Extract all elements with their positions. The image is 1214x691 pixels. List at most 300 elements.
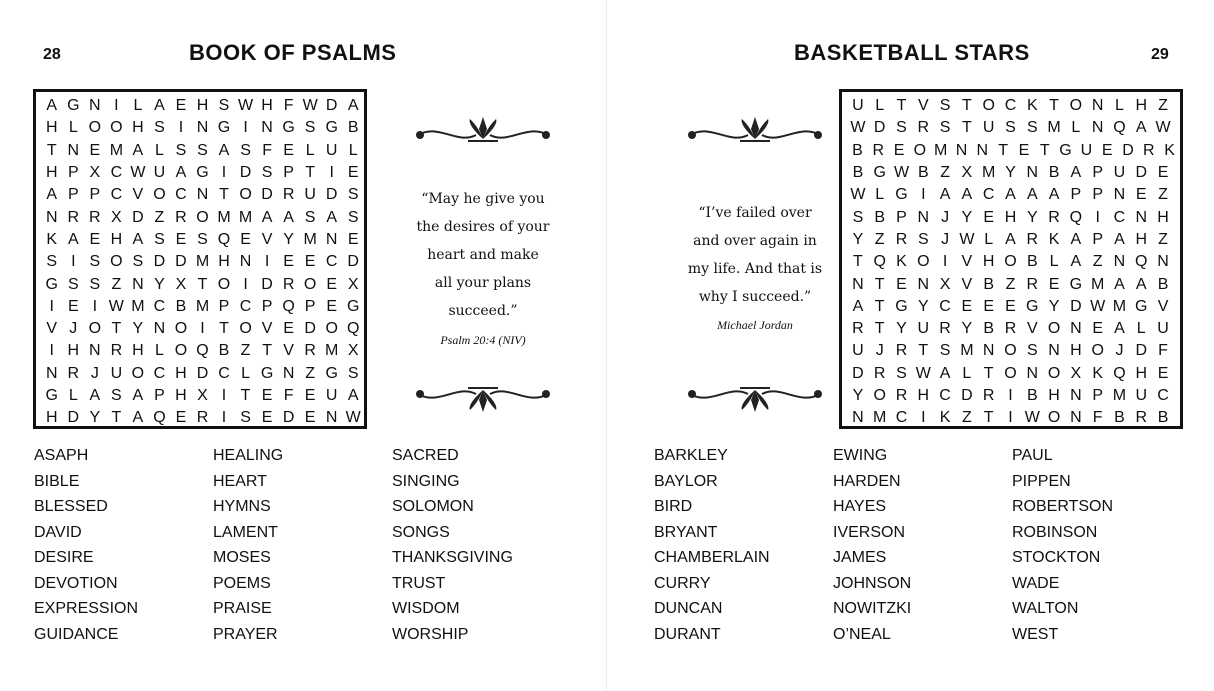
grid-letter: O (174, 320, 188, 338)
grid-letter: N (325, 230, 338, 248)
grid-letter: S (852, 208, 864, 226)
grid-letter: A (261, 208, 273, 226)
word-list-item: HARDEN (833, 472, 901, 490)
grid-letter: E (283, 253, 294, 271)
puzzle-title: BOOK OF PSALMS (189, 40, 397, 65)
grid-letter: E (261, 387, 273, 404)
grid-letter: A (67, 230, 79, 248)
grid-letter: S (89, 253, 101, 271)
word-list-item: ROBINSON (1012, 523, 1098, 541)
grid-letter: H (196, 97, 209, 115)
grid-letter: N (1157, 253, 1169, 271)
grid-letter: K (939, 409, 951, 427)
grid-letter: G (282, 119, 295, 137)
grid-letter: C (1113, 208, 1126, 226)
grid-letter: J (90, 364, 99, 382)
grid-letter: D (873, 119, 886, 137)
grid-letter: C (895, 409, 908, 427)
grid-letter: E (283, 320, 294, 338)
grid-letter: B (852, 141, 863, 159)
quote-line: heart and make (427, 247, 539, 263)
grid-letter: D (67, 409, 80, 427)
grid-letter: B (983, 275, 995, 293)
grid-letter: L (1071, 119, 1081, 137)
grid-letter: O (913, 141, 927, 159)
grid-letter: M (195, 253, 210, 271)
grid-letter: X (89, 164, 101, 182)
grid-letter: G (346, 297, 360, 315)
word-list-item: ROBERTSON (1012, 498, 1114, 515)
grid-letter: G (325, 364, 338, 382)
word-list-item: O’NEAL (833, 625, 891, 643)
grid-letter: A (852, 297, 864, 315)
word-list-item: JOHNSON (833, 574, 912, 592)
grid-letter: C (1004, 97, 1017, 115)
grid-letter: W (302, 97, 318, 115)
word-list-column (34, 443, 138, 647)
quote-line: all your plans (434, 275, 532, 291)
word-list-item: SOLOMON (392, 498, 474, 515)
word-list-item: WEST (1012, 625, 1059, 643)
grid-letter: O (982, 97, 995, 115)
grid-letter: S (67, 275, 79, 293)
grid-letter: B (1026, 387, 1038, 404)
grid-letter: R (895, 387, 908, 404)
word-search-grid (839, 89, 1183, 429)
grid-letter: A (1026, 186, 1038, 204)
grid-letter: N (196, 186, 209, 204)
grid-letter: G (196, 164, 209, 182)
page-number: 28 (43, 46, 61, 63)
grid-letter: G (325, 119, 338, 137)
grid-row (847, 117, 1180, 139)
grid-letter: P (261, 297, 273, 315)
grid-row (41, 117, 364, 139)
grid-letter: R (1026, 275, 1039, 293)
flourish-ornament-top (670, 113, 840, 153)
grid-letter: R (196, 409, 209, 427)
grid-letter: S (240, 141, 251, 159)
word-list-item: BRYANT (654, 523, 718, 541)
grid-letter: T (874, 297, 885, 315)
grid-letter: E (347, 230, 359, 248)
grid-letter: V (1157, 297, 1169, 315)
grid-letter: O (88, 320, 102, 338)
word-list-item: BIBLE (34, 472, 80, 490)
grid-letter: U (852, 97, 864, 115)
grid-letter: W (850, 119, 866, 137)
grid-letter: P (154, 387, 165, 404)
grid-letter: O (1047, 320, 1061, 338)
grid-letter: D (304, 320, 316, 338)
grid-letter: T (305, 164, 316, 182)
grid-row (41, 273, 364, 295)
grid-row (41, 296, 364, 318)
grid-letter: S (896, 119, 907, 137)
word-list-item: HEART (213, 472, 267, 490)
grid-letter: U (153, 164, 166, 182)
grid-letter: Y (961, 320, 973, 338)
grid-letter: S (218, 97, 230, 115)
flourish-ornament-top (398, 113, 568, 153)
grid-letter: S (347, 208, 359, 226)
grid-letter: B (347, 119, 359, 137)
grid-letter: N (239, 253, 252, 271)
grid-letter: I (49, 342, 54, 360)
grid-letter: E (304, 409, 316, 427)
grid-letter: H (1135, 230, 1148, 248)
grid-letter: N (1113, 253, 1126, 271)
grid-letter: B (874, 208, 886, 226)
grid-letter: K (896, 253, 907, 271)
grid-letter: H (982, 253, 995, 271)
grid-letter: V (261, 230, 273, 248)
grid-letter: U (1080, 141, 1093, 159)
grid-letter: A (1070, 164, 1082, 182)
grid-letter: E (89, 141, 101, 159)
grid-letter: C (110, 164, 123, 182)
grid-letter: O (153, 186, 166, 204)
grid-letter: A (218, 141, 230, 159)
grid-row (41, 184, 364, 206)
grid-letter: H (110, 230, 123, 248)
grid-letter: W (850, 186, 866, 204)
word-list-column (213, 443, 283, 647)
grid-letter: S (939, 97, 951, 115)
grid-letter: Y (89, 409, 101, 427)
word-list-column (654, 443, 770, 647)
grid-letter: E (304, 253, 316, 271)
grid-letter: Z (305, 364, 316, 382)
grid-letter: Y (961, 208, 973, 226)
grid-letter: S (1026, 342, 1038, 360)
grid-letter: W (1090, 297, 1106, 315)
grid-letter: X (111, 208, 122, 226)
grid-letter: X (347, 342, 359, 360)
grid-letter: Y (917, 297, 929, 315)
grid-row (847, 251, 1180, 273)
grid-letter: W (130, 164, 146, 182)
grid-letter: D (261, 186, 273, 204)
grid-letter: D (175, 253, 187, 271)
grid-letter: P (283, 164, 294, 182)
grid-letter: W (237, 97, 254, 115)
grid-letter: P (67, 186, 79, 204)
grid-letter: L (1115, 97, 1124, 115)
grid-letter: H (1004, 208, 1017, 226)
grid-letter: E (1101, 141, 1113, 159)
grid-letter: S (1026, 119, 1038, 137)
grid-letter: H (45, 164, 58, 182)
grid-letter: N (1113, 186, 1126, 204)
grid-letter: N (45, 208, 58, 226)
grid-letter: V (132, 186, 144, 204)
word-list-item: PRAISE (213, 600, 272, 617)
grid-row (41, 385, 364, 407)
word-list-item: CURRY (654, 574, 711, 592)
grid-letter: J (875, 342, 884, 360)
grid-letter: I (200, 320, 205, 338)
grid-letter: H (1135, 97, 1148, 115)
word-list-item: TRUST (392, 574, 446, 592)
word-search-grid (33, 89, 367, 429)
grid-row (41, 407, 364, 429)
grid-letter: A (1114, 275, 1125, 293)
grid-row (847, 340, 1180, 362)
grid-letter: A (154, 97, 165, 115)
grid-letter: D (196, 364, 209, 382)
grid-letter: Q (1113, 364, 1126, 382)
grid-letter: A (1005, 186, 1016, 204)
grid-letter: U (1157, 320, 1169, 338)
grid-row (41, 229, 364, 251)
grid-letter: I (92, 297, 98, 315)
grid-letter: O (131, 364, 145, 382)
grid-letter: M (982, 164, 996, 182)
grid-letter: J (69, 320, 78, 338)
grid-letter: Y (154, 275, 165, 293)
grid-row (41, 140, 364, 162)
grid-row (847, 385, 1180, 407)
grid-letter: T (983, 364, 994, 382)
word-list-item: WISDOM (392, 600, 460, 617)
word-list-item: HEALING (213, 447, 284, 464)
grid-letter: A (132, 387, 144, 404)
grid-row (41, 340, 364, 362)
grid-letter: V (961, 253, 973, 271)
grid-letter: H (132, 119, 144, 137)
grid-letter: M (933, 141, 948, 159)
page-number: 29 (1151, 46, 1169, 63)
grid-letter: Y (1048, 297, 1060, 315)
grid-letter: A (1048, 186, 1060, 204)
word-list-item: HAYES (833, 498, 887, 515)
grid-letter: E (1157, 364, 1169, 382)
grid-letter: X (939, 275, 951, 293)
grid-letter: R (982, 387, 995, 404)
grid-letter: O (303, 275, 317, 293)
grid-letter: E (261, 409, 273, 427)
grid-letter: C (325, 253, 338, 271)
grid-letter: A (939, 364, 951, 382)
grid-letter: Q (873, 253, 886, 271)
grid-letter: T (111, 320, 122, 338)
grid-letter: U (325, 141, 338, 159)
grid-letter: E (240, 230, 251, 248)
grid-letter: I (942, 253, 948, 271)
grid-letter: S (304, 119, 316, 137)
grid-letter: D (325, 186, 338, 204)
grid-letter: L (68, 387, 78, 404)
grid-letter: R (282, 275, 295, 293)
grid-letter: H (1157, 208, 1169, 226)
grid-letter: W (108, 297, 124, 315)
grid-letter: I (921, 409, 926, 427)
grid-letter: O (1069, 97, 1083, 115)
grid-letter: S (175, 141, 187, 159)
grid-letter: G (217, 119, 231, 137)
grid-letter: G (260, 364, 274, 382)
flourish-ornament-bottom (670, 376, 840, 416)
grid-letter: L (875, 186, 885, 204)
grid-letter: X (197, 387, 208, 404)
grid-letter: F (283, 387, 294, 404)
quote-panel (670, 113, 840, 423)
grid-letter: O (196, 208, 209, 226)
grid-letter: H (175, 387, 187, 404)
grid-row (847, 407, 1180, 429)
grid-letter: T (896, 97, 907, 115)
grid-letter: L (1049, 253, 1059, 271)
grid-letter: A (132, 230, 144, 248)
grid-letter: H (1070, 342, 1082, 360)
grid-letter: K (1092, 364, 1103, 382)
grid-letter: D (1135, 342, 1148, 360)
grid-letter: B (917, 164, 929, 182)
grid-letter: W (893, 164, 910, 182)
grid-letter: R (67, 364, 80, 382)
word-list-item: PAUL (1012, 447, 1053, 464)
grid-letter: D (239, 164, 252, 182)
grid-letter: O (1047, 364, 1061, 382)
grid-letter: P (304, 297, 316, 315)
grid-letter: S (347, 364, 359, 382)
grid-letter: B (1026, 253, 1038, 271)
grid-letter: L (68, 119, 78, 137)
grid-letter: S (939, 119, 951, 137)
grid-letter: N (89, 342, 101, 360)
grid-letter: V (961, 275, 973, 293)
grid-letter: Q (1135, 253, 1148, 271)
grid-letter: B (852, 164, 864, 182)
grid-letter: N (1135, 208, 1148, 226)
grid-letter: T (918, 342, 929, 360)
word-list-item: THANKSGIVING (392, 549, 513, 566)
word-list-item: WORSHIP (392, 625, 469, 643)
word-list-item: SINGING (392, 472, 460, 490)
word-list-item: SACRED (392, 447, 459, 464)
grid-letter: C (175, 186, 187, 204)
quote-source: Psalm 20:4 (NIV) (440, 333, 526, 347)
grid-letter: T (240, 387, 251, 404)
grid-letter: B (175, 297, 187, 315)
quote-line: my life. And that is (687, 261, 823, 277)
word-list-column (833, 443, 911, 647)
grid-letter: I (921, 186, 926, 204)
grid-letter: R (282, 186, 295, 204)
grid-letter: E (1048, 275, 1060, 293)
grid-letter: A (1070, 253, 1082, 271)
grid-letter: T (111, 409, 122, 427)
grid-letter: M (195, 297, 210, 315)
grid-letter: S (939, 342, 951, 360)
grid-row (41, 162, 364, 184)
grid-letter: S (197, 230, 208, 248)
grid-letter: N (325, 409, 338, 427)
grid-letter: V (1026, 320, 1038, 338)
flourish-ornament-bottom (398, 376, 568, 416)
grid-letter: U (325, 387, 338, 404)
grid-letter: W (1155, 119, 1171, 137)
grid-letter: H (1135, 364, 1148, 382)
grid-letter: T (219, 320, 229, 338)
grid-letter: I (221, 387, 227, 404)
grid-letter: H (261, 97, 273, 115)
grid-letter: T (853, 253, 863, 271)
grid-row (41, 251, 364, 273)
grid-letter: G (1069, 275, 1083, 293)
grid-letter: D (961, 387, 973, 404)
grid-letter: Q (196, 342, 209, 360)
grid-letter: S (261, 164, 273, 182)
grid-letter: R (872, 141, 884, 159)
grid-letter: D (325, 97, 338, 115)
grid-letter: P (1070, 186, 1082, 204)
grid-letter: S (917, 230, 929, 248)
grid-letter: L (154, 342, 164, 360)
grid-letter: H (917, 387, 930, 404)
grid-letter: E (896, 275, 907, 293)
grid-letter: N (852, 409, 864, 427)
grid-letter: L (962, 364, 972, 382)
grid-row (41, 363, 364, 385)
grid-letter: E (304, 387, 316, 404)
grid-letter: H (218, 253, 230, 271)
grid-row (41, 318, 364, 340)
grid-letter: Y (1005, 164, 1016, 182)
grid-row (847, 184, 1180, 206)
grid-letter: U (917, 320, 930, 338)
grid-letter: Y (283, 230, 294, 248)
grid-letter: M (217, 208, 231, 226)
word-list-item: BAYLOR (654, 472, 718, 490)
grid-letter: O (1047, 409, 1061, 427)
grid-letter: Z (1158, 230, 1168, 248)
grid-letter: Z (1005, 275, 1016, 293)
grid-letter: C (939, 297, 951, 315)
grid-letter: E (1018, 141, 1030, 159)
grid-letter: O (239, 320, 252, 338)
grid-letter: T (874, 320, 885, 338)
grid-letter: L (984, 230, 994, 248)
grid-letter: X (1070, 364, 1082, 382)
grid-letter: T (874, 275, 885, 293)
grid-letter: Y (852, 230, 864, 248)
grid-letter: S (1005, 119, 1016, 137)
grid-letter: B (1048, 164, 1060, 182)
grid-letter: T (219, 186, 229, 204)
grid-letter: C (982, 186, 995, 204)
grid-letter: L (133, 97, 143, 115)
grid-letter: E (893, 141, 905, 159)
grid-letter: O (325, 320, 338, 338)
word-list-item: CHAMBERLAIN (654, 549, 770, 566)
puzzle-title: BASKETBALL STARS (794, 40, 1030, 65)
quote-line: “May he give you (421, 191, 545, 207)
grid-letter: T (961, 119, 972, 137)
word-list-item: LAMENT (213, 523, 278, 541)
grid-letter: B (983, 320, 995, 338)
grid-letter: S (347, 186, 359, 204)
grid-letter: K (1048, 230, 1060, 248)
grid-letter: N (1070, 320, 1082, 338)
grid-letter: N (917, 275, 930, 293)
grid-letter: X (347, 275, 359, 293)
grid-letter: O (917, 253, 930, 271)
grid-letter: M (325, 342, 339, 360)
word-list-item: BIRD (654, 498, 693, 515)
word-list-item: PIPPEN (1012, 472, 1071, 490)
